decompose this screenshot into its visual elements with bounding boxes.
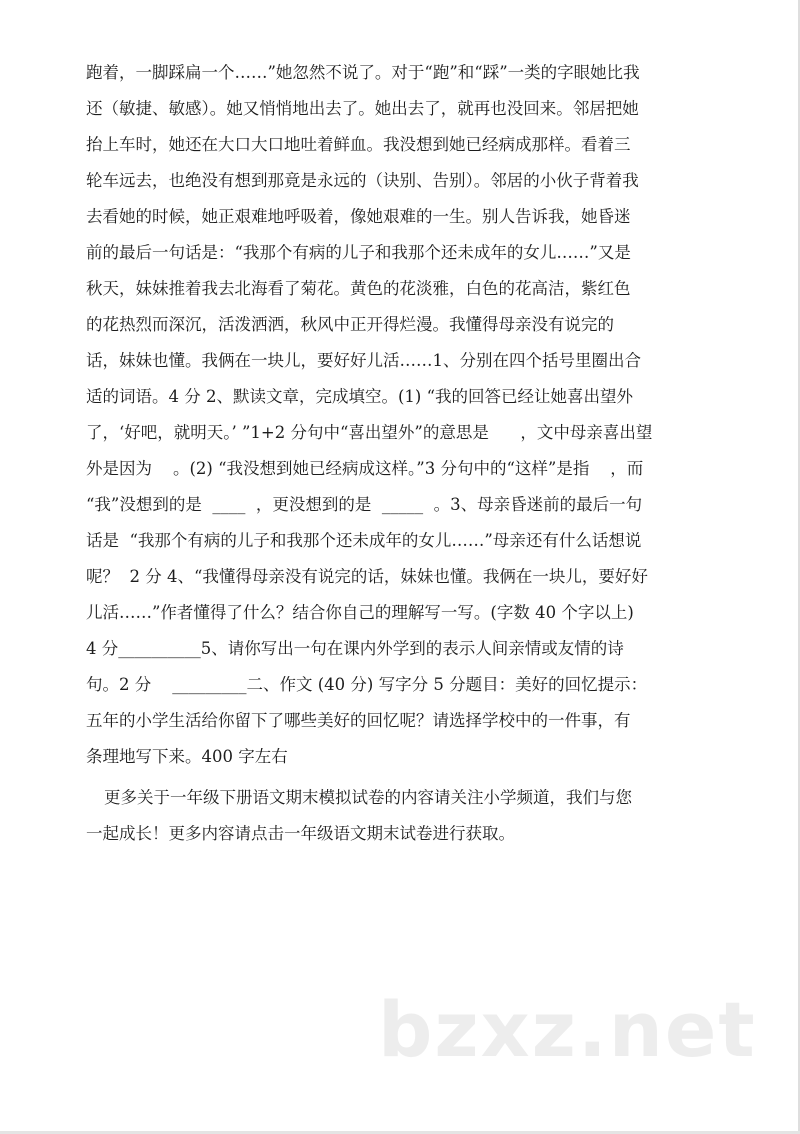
text-line: 呢？ 2 分 4、“我懂得母亲没有说完的话，妹妹也懂。我俩在一块儿，要好好 bbox=[86, 567, 648, 586]
text-line: 话是 “我那个有病的儿子和我那个还未成年的女儿……”母亲还有什么话想说 bbox=[86, 531, 642, 550]
text-line: 五年的小学生活给你留下了哪些美好的回忆呢？请选择学校中的一件事，有 bbox=[86, 711, 631, 730]
text-line: 抬上车时，她还在大口大口地吐着鲜血。我没想到她已经病成那样。看着三 bbox=[86, 135, 631, 154]
text-line: 跑着，一脚踩扁一个……”她忽然不说了。对于“跑”和“踩”一类的字眼她比我 bbox=[86, 63, 640, 82]
text-line: 话，妹妹也懂。我俩在一块儿，要好好儿活……1、分别在四个括号里圈出合 bbox=[86, 351, 641, 370]
text-line: 的花热烈而深沉，活泼洒洒，秋风中正开得烂漫。我懂得母亲没有说完的 bbox=[86, 315, 614, 334]
text-line: 适的词语。4 分 2、默读文章，完成填空。(1) “我的回答已经让她喜出望外 bbox=[86, 387, 634, 406]
footer-line: 一起成长！更多内容请点击一年级语文期末试卷进行获取。 bbox=[86, 824, 515, 843]
text-line: 了，‘好吧，就明天。’ ”1+2 分句中“喜出望外”的意思是 ，文中母亲喜出望 bbox=[86, 423, 653, 442]
text-line: 前的最后一句话是：“我那个有病的儿子和我那个还未成年的女儿……”又是 bbox=[86, 243, 631, 262]
text-line: 去看她的时候，她正艰难地呼吸着，像她艰难的一生。别人告诉我，她昏迷 bbox=[86, 207, 631, 226]
watermark: bzxz.net bbox=[378, 985, 757, 1074]
text-line: 外是因为 。(2) “我没想到她已经病成这样。”3 分句中的“这样”是指 ，而 bbox=[86, 459, 644, 478]
text-line: 儿活……”作者懂得了什么？结合你自己的理解写一写。(字数 40 个字以上) bbox=[86, 603, 634, 622]
text-line: 轮车远去，也绝没有想到那竟是永远的（诀别、告别）。邻居的小伙子背着我 bbox=[86, 171, 639, 190]
text-line: 秋天，妹妹推着我去北海看了菊花。黄色的花淡雅，白色的花高洁，紫红色 bbox=[86, 279, 631, 298]
text-line: 4 分__________5、请你写出一句在课内外学到的表示人间亲情或友情的诗 bbox=[86, 639, 624, 658]
text-line: “我”没想到的是 ____ ，更没想到的是 _____ 。3、母亲昏迷前的最后一句 bbox=[86, 495, 643, 514]
text-line: 句。2 分 _________二、作文 (40 分) 写字分 5 分题目：美好的回忆提示： bbox=[86, 675, 648, 694]
text-line: 还（敏捷、敏感）。她又悄悄地出去了。她出去了，就再也没回来。邻居把她 bbox=[86, 99, 639, 118]
text-line: 条理地写下来。400 字左右 bbox=[86, 747, 288, 766]
footer-line: 更多关于一年级下册语文期末模拟试卷的内容请关注小学频道，我们与您 bbox=[104, 788, 632, 807]
